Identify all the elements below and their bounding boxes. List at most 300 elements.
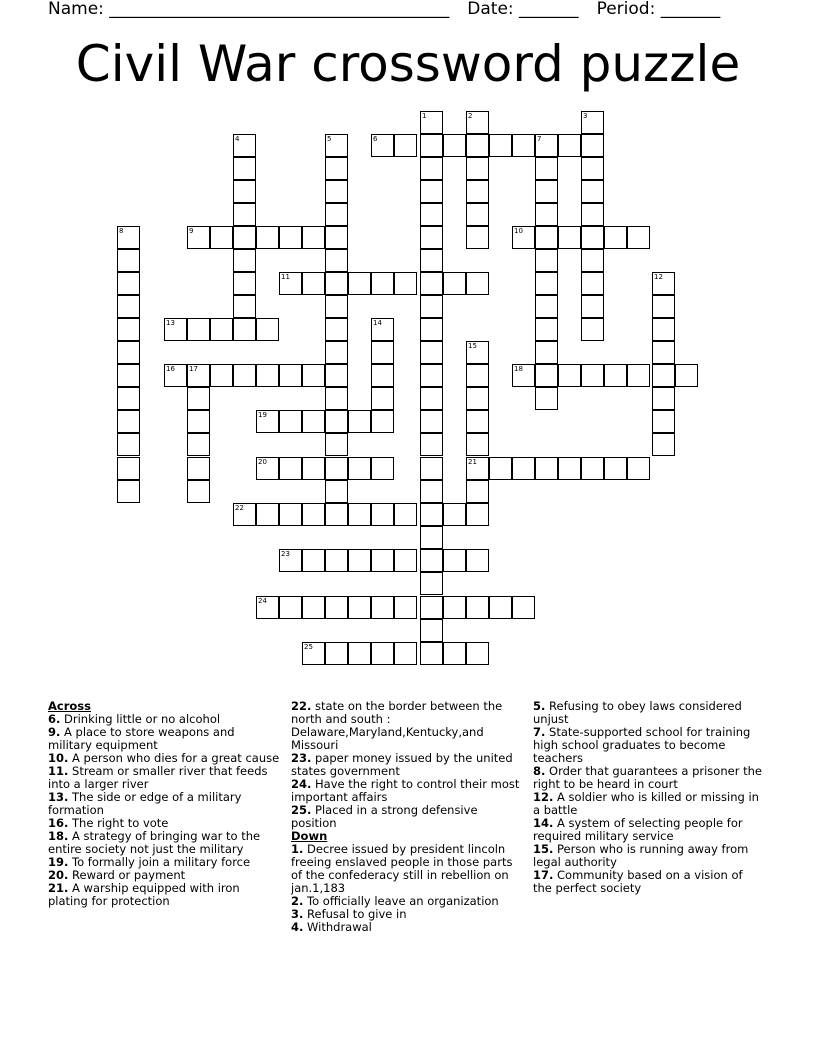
grid-cell[interactable] <box>394 503 417 526</box>
clue-number: 14 <box>373 319 382 327</box>
grid-cell[interactable] <box>210 364 233 387</box>
grid-cell[interactable] <box>233 226 256 249</box>
grid-cell[interactable] <box>394 549 417 572</box>
grid-cell[interactable] <box>210 226 233 249</box>
clue-item <box>533 817 765 843</box>
grid-cell[interactable] <box>325 272 348 295</box>
grid-cell[interactable] <box>302 226 325 249</box>
grid-cell[interactable] <box>581 180 604 203</box>
clue-item-text: Refusing to obey laws considered unjust <box>533 699 742 726</box>
grid-cell[interactable] <box>187 387 210 410</box>
clue-number: 12 <box>654 273 663 281</box>
clue-item <box>291 700 523 752</box>
grid-cell[interactable] <box>325 410 348 433</box>
clue-item-text: State-supported school for training high school graduates to become teachers <box>533 725 751 765</box>
clue-item-text: To officially leave an organization <box>303 894 499 908</box>
grid-cell[interactable] <box>256 364 279 387</box>
grid-cell[interactable] <box>233 503 256 526</box>
grid-cell[interactable] <box>652 410 675 433</box>
grid-cell[interactable] <box>420 549 443 572</box>
grid-cell[interactable] <box>466 341 489 364</box>
grid-cell[interactable] <box>604 364 627 387</box>
grid-cell[interactable] <box>420 180 443 203</box>
clue-item-number: 14. <box>533 816 554 830</box>
grid-cell[interactable] <box>325 642 348 665</box>
clue-item-number: 23. <box>291 751 312 765</box>
grid-cell[interactable] <box>117 272 140 295</box>
grid-cell[interactable] <box>443 503 466 526</box>
grid-cell[interactable] <box>535 318 558 341</box>
grid-cell[interactable] <box>420 134 443 157</box>
grid-cell[interactable] <box>279 503 302 526</box>
grid-cell[interactable] <box>466 457 489 480</box>
grid-cell[interactable] <box>420 318 443 341</box>
clue-item-text: A warship equipped with iron plating for protection <box>48 881 240 908</box>
grid-cell[interactable] <box>117 410 140 433</box>
grid-cell[interactable] <box>348 503 371 526</box>
grid-cell[interactable] <box>233 272 256 295</box>
clue-number: 10 <box>514 227 523 235</box>
grid-cell[interactable] <box>371 318 394 341</box>
grid-cell[interactable] <box>466 111 489 134</box>
grid-cell[interactable] <box>489 596 512 619</box>
grid-cell[interactable] <box>581 272 604 295</box>
grid-cell[interactable] <box>535 134 558 157</box>
clue-item <box>533 700 765 726</box>
grid-cell[interactable] <box>117 387 140 410</box>
grid-cell[interactable] <box>325 387 348 410</box>
grid-cell[interactable] <box>443 549 466 572</box>
grid-cell[interactable] <box>394 642 417 665</box>
grid-cell[interactable] <box>302 642 325 665</box>
clues-column-2 <box>291 700 523 934</box>
clue-number: 25 <box>304 643 313 651</box>
grid-cell[interactable] <box>627 226 650 249</box>
clue-item-text: Person who is running away from legal authority <box>533 842 749 869</box>
clue-number: 22 <box>235 504 244 512</box>
grid-cell[interactable] <box>466 410 489 433</box>
name-field[interactable]: Name: ________________________________________ <box>48 0 450 19</box>
grid-cell[interactable] <box>581 364 604 387</box>
grid-cell[interactable] <box>420 364 443 387</box>
clue-item-number: 7. <box>533 725 546 739</box>
grid-cell[interactable] <box>325 457 348 480</box>
grid-cell[interactable] <box>558 457 581 480</box>
grid-cell[interactable] <box>581 134 604 157</box>
grid-cell[interactable] <box>325 226 348 249</box>
grid-cell[interactable] <box>371 134 394 157</box>
grid-cell[interactable] <box>233 203 256 226</box>
grid-cell[interactable] <box>489 457 512 480</box>
clue-item-number: 13. <box>48 790 69 804</box>
grid-cell[interactable] <box>302 503 325 526</box>
clue-number: 19 <box>258 411 267 419</box>
grid-cell[interactable] <box>371 596 394 619</box>
clue-number: 24 <box>258 597 267 605</box>
grid-cell[interactable] <box>535 457 558 480</box>
grid-cell[interactable] <box>466 596 489 619</box>
clue-item <box>48 726 280 752</box>
grid-cell[interactable] <box>652 364 675 387</box>
clue-number: 23 <box>281 550 290 558</box>
grid-cell[interactable] <box>535 272 558 295</box>
clue-item-text: A person who dies for a great cause <box>68 751 280 765</box>
clue-item <box>533 765 765 791</box>
clue-number: 2 <box>468 112 473 120</box>
grid-cell[interactable] <box>233 364 256 387</box>
grid-cell[interactable] <box>652 341 675 364</box>
grid-cell[interactable] <box>117 364 140 387</box>
clue-item <box>533 869 765 895</box>
grid-cell[interactable] <box>348 549 371 572</box>
grid-cell[interactable] <box>581 157 604 180</box>
across-clue-list <box>48 713 280 908</box>
grid-cell[interactable] <box>443 596 466 619</box>
grid-cell[interactable] <box>489 134 512 157</box>
grid-cell[interactable] <box>325 318 348 341</box>
down-clue-list <box>291 843 523 934</box>
grid-cell[interactable] <box>420 410 443 433</box>
clue-number: 1 <box>422 112 427 120</box>
grid-cell[interactable] <box>325 341 348 364</box>
grid-cell[interactable] <box>371 410 394 433</box>
grid-cell[interactable] <box>512 457 535 480</box>
grid-cell[interactable] <box>302 272 325 295</box>
clue-item <box>533 843 765 869</box>
clue-item-text: Reward or payment <box>68 868 186 882</box>
grid-cell[interactable] <box>302 457 325 480</box>
grid-cell[interactable] <box>371 549 394 572</box>
grid-cell[interactable] <box>117 457 140 480</box>
grid-cell[interactable] <box>535 249 558 272</box>
grid-cell[interactable] <box>394 272 417 295</box>
clue-item <box>48 791 280 817</box>
clue-item <box>533 791 765 817</box>
grid-cell[interactable] <box>394 134 417 157</box>
grid-cell[interactable] <box>256 503 279 526</box>
clue-item-text: Withdrawal <box>303 920 372 934</box>
clue-number: 11 <box>281 273 290 281</box>
grid-cell[interactable] <box>420 249 443 272</box>
clue-item-text: Refusal to give in <box>303 907 407 921</box>
grid-cell[interactable] <box>420 526 443 549</box>
clue-number: 9 <box>189 227 194 235</box>
grid-cell[interactable] <box>325 596 348 619</box>
grid-cell[interactable] <box>325 503 348 526</box>
grid-cell[interactable] <box>420 341 443 364</box>
clue-item-number: 25. <box>291 803 312 817</box>
grid-cell[interactable] <box>279 457 302 480</box>
grid-cell[interactable] <box>466 157 489 180</box>
grid-cell[interactable] <box>210 318 233 341</box>
grid-cell[interactable] <box>117 480 140 503</box>
grid-cell[interactable] <box>675 364 698 387</box>
grid-cell[interactable] <box>325 180 348 203</box>
grid-cell[interactable] <box>466 272 489 295</box>
clue-item-text: A soldier who is killed or missing in a battle <box>533 790 759 817</box>
clue-number: 8 <box>119 227 124 235</box>
clue-item-number: 16. <box>48 816 69 830</box>
period-field[interactable]: Period: _______ <box>596 0 721 19</box>
clue-item <box>291 843 523 895</box>
grid-cell[interactable] <box>604 457 627 480</box>
grid-cell[interactable] <box>466 642 489 665</box>
grid-cell[interactable] <box>187 318 210 341</box>
across-heading: Across <box>48 699 91 713</box>
grid-cell[interactable] <box>652 272 675 295</box>
grid-cell[interactable] <box>420 457 443 480</box>
grid-cell[interactable] <box>443 642 466 665</box>
grid-cell[interactable] <box>535 387 558 410</box>
grid-cell[interactable] <box>627 364 650 387</box>
clue-number: 17 <box>189 365 198 373</box>
clue-item-text: Decree issued by president lincoln freeing enslaved people in those parts of the confederacy still in rebellion on jan.1,183 <box>291 842 513 895</box>
grid-cell[interactable] <box>117 249 140 272</box>
clue-item-number: 9. <box>48 725 61 739</box>
grid-cell[interactable] <box>420 433 443 456</box>
clue-number: 6 <box>373 135 378 143</box>
grid-cell[interactable] <box>348 410 371 433</box>
grid-cell[interactable] <box>420 596 443 619</box>
grid-cell[interactable] <box>187 480 210 503</box>
grid-cell[interactable] <box>581 457 604 480</box>
grid-cell[interactable] <box>348 642 371 665</box>
grid-cell[interactable] <box>466 503 489 526</box>
clue-item-text: A strategy of bringing war to the entire society not just the military <box>48 829 261 856</box>
grid-cell[interactable] <box>652 295 675 318</box>
grid-cell[interactable] <box>325 249 348 272</box>
grid-cell[interactable] <box>371 503 394 526</box>
clue-item-text: Order that guarantees a prisoner the right to be heard in court <box>533 764 762 791</box>
clue-item-number: 15. <box>533 842 554 856</box>
grid-cell[interactable] <box>512 226 535 249</box>
clue-item-number: 11. <box>48 764 69 778</box>
clue-number: 7 <box>537 135 542 143</box>
grid-cell[interactable] <box>187 410 210 433</box>
grid-cell[interactable] <box>279 226 302 249</box>
page-title: Civil War crossword puzzle <box>75 35 741 93</box>
clue-item <box>291 778 523 804</box>
clues-column-3 <box>533 700 765 895</box>
grid-cell[interactable] <box>466 433 489 456</box>
grid-cell[interactable] <box>164 318 187 341</box>
grid-cell[interactable] <box>420 111 443 134</box>
grid-cell[interactable] <box>348 272 371 295</box>
grid-cell[interactable] <box>233 134 256 157</box>
grid-cell[interactable] <box>187 226 210 249</box>
clue-item-number: 4. <box>291 920 304 934</box>
grid-cell[interactable] <box>581 111 604 134</box>
grid-cell[interactable] <box>558 226 581 249</box>
grid-cell[interactable] <box>117 318 140 341</box>
grid-cell[interactable] <box>302 364 325 387</box>
clue-item-number: 10. <box>48 751 69 765</box>
grid-cell[interactable] <box>466 180 489 203</box>
grid-cell[interactable] <box>420 642 443 665</box>
grid-cell[interactable] <box>325 157 348 180</box>
clue-number: 21 <box>468 458 477 466</box>
grid-cell[interactable] <box>394 596 417 619</box>
grid-cell[interactable] <box>420 272 443 295</box>
clue-item-number: 3. <box>291 907 304 921</box>
grid-cell[interactable] <box>371 457 394 480</box>
grid-cell[interactable] <box>652 387 675 410</box>
grid-cell[interactable] <box>325 203 348 226</box>
grid-cell[interactable] <box>325 549 348 572</box>
clue-number: 15 <box>468 342 477 350</box>
clue-item-text: To formally join a military force <box>68 855 251 869</box>
grid-cell[interactable] <box>581 318 604 341</box>
grid-cell[interactable] <box>302 549 325 572</box>
grid-cell[interactable] <box>512 596 535 619</box>
grid-cell[interactable] <box>535 364 558 387</box>
grid-cell[interactable] <box>558 364 581 387</box>
grid-cell[interactable] <box>652 433 675 456</box>
grid-cell[interactable] <box>256 410 279 433</box>
grid-cell[interactable] <box>420 619 443 642</box>
clue-item <box>48 882 280 908</box>
grid-cell[interactable] <box>325 295 348 318</box>
grid-cell[interactable] <box>233 180 256 203</box>
grid-cell[interactable] <box>302 596 325 619</box>
grid-cell[interactable] <box>443 134 466 157</box>
clue-item-text: Community based on a vision of the perfect society <box>533 868 743 895</box>
grid-cell[interactable] <box>535 341 558 364</box>
grid-cell[interactable] <box>581 295 604 318</box>
grid-cell[interactable] <box>558 134 581 157</box>
grid-cell[interactable] <box>535 226 558 249</box>
grid-cell[interactable] <box>420 387 443 410</box>
clue-item-number: 5. <box>533 699 546 713</box>
clue-item-text: The side or edge of a military formation <box>48 790 242 817</box>
grid-cell[interactable] <box>627 457 650 480</box>
grid-cell[interactable] <box>581 203 604 226</box>
grid-cell[interactable] <box>420 157 443 180</box>
grid-cell[interactable] <box>535 180 558 203</box>
grid-cell[interactable] <box>187 364 210 387</box>
grid-cell[interactable] <box>466 226 489 249</box>
grid-cell[interactable] <box>466 203 489 226</box>
grid-cell[interactable] <box>581 249 604 272</box>
clue-item-text: state on the border between the north and south : Delaware,Maryland,Kentucky,and Missouri <box>291 699 503 752</box>
grid-cell[interactable] <box>466 480 489 503</box>
grid-cell[interactable] <box>279 549 302 572</box>
grid-cell[interactable] <box>466 549 489 572</box>
grid-cell[interactable] <box>535 203 558 226</box>
grid-cell[interactable] <box>420 480 443 503</box>
grid-cell[interactable] <box>581 226 604 249</box>
clue-item-text: paper money issued by the united states government <box>291 751 513 778</box>
grid-cell[interactable] <box>466 387 489 410</box>
grid-cell[interactable] <box>233 249 256 272</box>
clue-item-number: 17. <box>533 868 554 882</box>
grid-cell[interactable] <box>371 387 394 410</box>
grid-cell[interactable] <box>187 457 210 480</box>
clue-item-number: 2. <box>291 894 304 908</box>
clue-number: 3 <box>583 112 588 120</box>
grid-cell[interactable] <box>233 318 256 341</box>
clue-number: 5 <box>327 135 332 143</box>
clue-item <box>291 921 523 934</box>
grid-cell[interactable] <box>325 480 348 503</box>
clue-number: 18 <box>514 365 523 373</box>
clue-item-text: The right to vote <box>68 816 169 830</box>
grid-cell[interactable] <box>371 364 394 387</box>
grid-cell[interactable] <box>256 226 279 249</box>
grid-cell[interactable] <box>420 503 443 526</box>
grid-cell[interactable] <box>187 433 210 456</box>
clue-item <box>291 804 523 830</box>
across-clue-list-continued <box>291 700 523 830</box>
grid-cell[interactable] <box>371 341 394 364</box>
grid-cell[interactable] <box>348 457 371 480</box>
grid-cell[interactable] <box>325 134 348 157</box>
clue-item-text: A place to store weapons and military equipment <box>48 725 235 752</box>
grid-cell[interactable] <box>117 341 140 364</box>
grid-cell[interactable] <box>420 295 443 318</box>
clue-item <box>48 830 280 856</box>
grid-cell[interactable] <box>348 596 371 619</box>
grid-cell[interactable] <box>325 364 348 387</box>
clue-item <box>291 752 523 778</box>
grid-cell[interactable] <box>604 226 627 249</box>
grid-cell[interactable] <box>302 410 325 433</box>
grid-cell[interactable] <box>117 226 140 249</box>
clue-item <box>533 726 765 765</box>
grid-cell[interactable] <box>466 134 489 157</box>
grid-cell[interactable] <box>512 364 535 387</box>
grid-cell[interactable] <box>279 272 302 295</box>
grid-cell[interactable] <box>233 295 256 318</box>
grid-cell[interactable] <box>371 272 394 295</box>
grid-cell[interactable] <box>443 272 466 295</box>
grid-cell[interactable] <box>512 134 535 157</box>
grid-cell[interactable] <box>420 572 443 595</box>
grid-cell[interactable] <box>279 596 302 619</box>
grid-cell[interactable] <box>652 318 675 341</box>
grid-cell[interactable] <box>279 364 302 387</box>
grid-cell[interactable] <box>535 295 558 318</box>
date-field[interactable]: Date: _______ <box>467 0 579 19</box>
grid-cell[interactable] <box>117 433 140 456</box>
grid-cell[interactable] <box>233 157 256 180</box>
grid-cell[interactable] <box>256 596 279 619</box>
clue-item-text: Have the right to control their most important affairs <box>291 777 520 804</box>
grid-cell[interactable] <box>256 318 279 341</box>
clue-item-number: 24. <box>291 777 312 791</box>
clue-item-number: 20. <box>48 868 69 882</box>
grid-cell[interactable] <box>535 157 558 180</box>
grid-cell[interactable] <box>371 642 394 665</box>
grid-cell[interactable] <box>325 433 348 456</box>
clue-item-number: 8. <box>533 764 546 778</box>
clue-item-text: A system of selecting people for required military service <box>533 816 743 843</box>
clue-item-number: 1. <box>291 842 304 856</box>
grid-cell[interactable] <box>117 295 140 318</box>
clue-item <box>48 765 280 791</box>
grid-cell[interactable] <box>420 203 443 226</box>
grid-cell[interactable] <box>256 457 279 480</box>
grid-cell[interactable] <box>420 226 443 249</box>
clue-item-number: 22. <box>291 699 312 713</box>
grid-cell[interactable] <box>164 364 187 387</box>
clue-number: 20 <box>258 458 267 466</box>
clues-column-1 <box>48 700 280 908</box>
clue-item-number: 19. <box>48 855 69 869</box>
grid-cell[interactable] <box>279 410 302 433</box>
clue-item-number: 21. <box>48 881 69 895</box>
grid-cell[interactable] <box>466 364 489 387</box>
